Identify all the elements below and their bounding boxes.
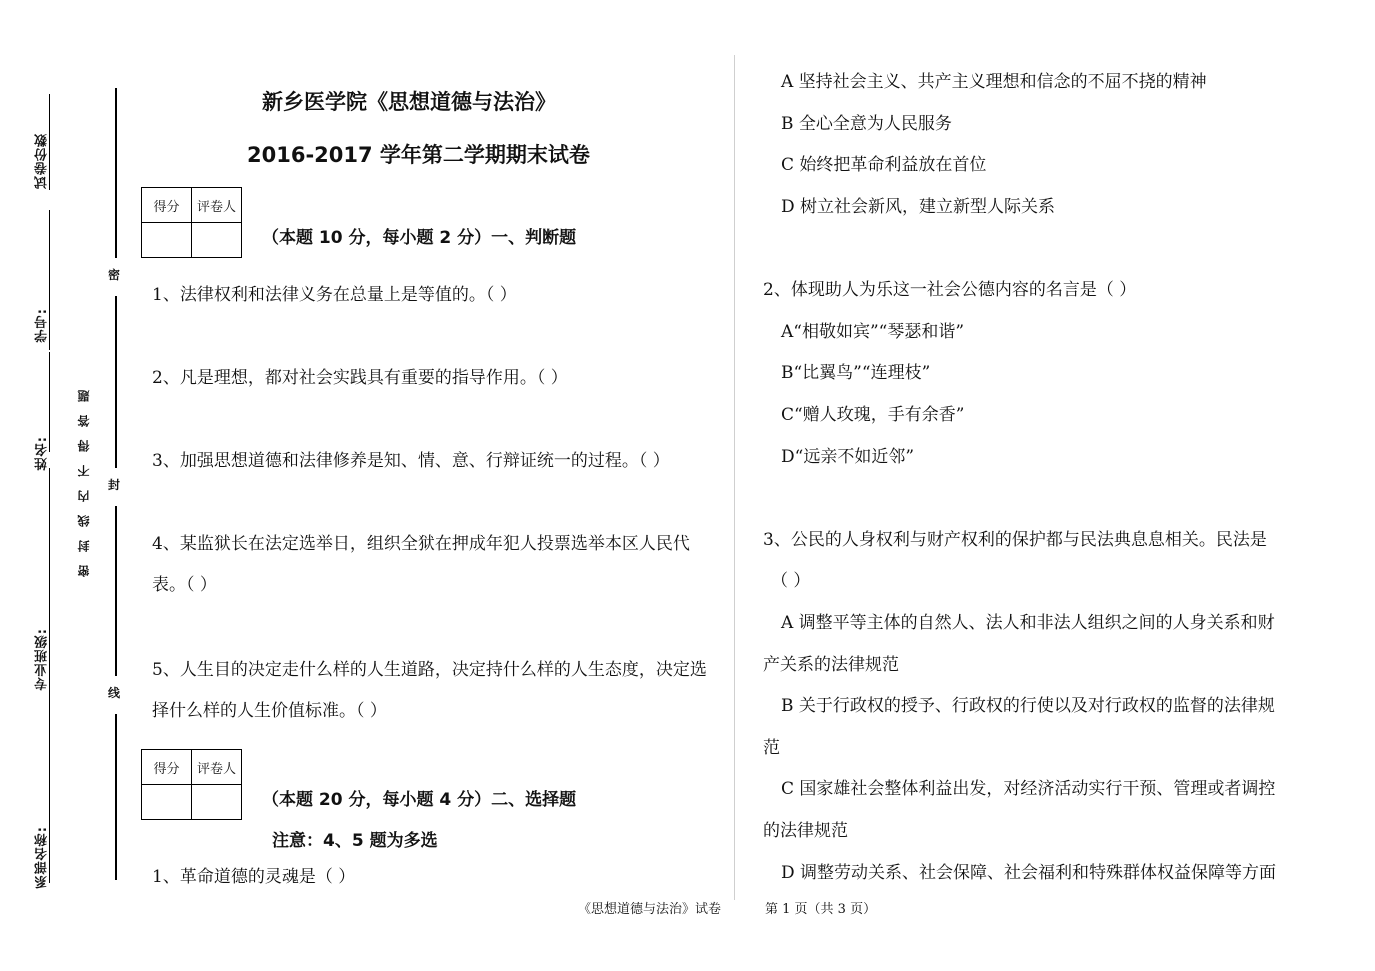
q2-option-d: D“远亲不如近邻” xyxy=(781,447,915,467)
grader-label: 评卷人 xyxy=(192,188,242,223)
q2-option-b: B“比翼鸟”“连理枝” xyxy=(781,363,931,383)
field-label-copies: 试卷份数 xyxy=(35,133,50,189)
seal-line-segment-2 xyxy=(115,296,117,468)
q1-option-b: B 全心全意为人民服务 xyxy=(781,114,952,134)
grader-cell[interactable] xyxy=(192,785,242,820)
judgement-question-1: 1、法律权利和法律义务在总量上是等值的。（ ） xyxy=(152,285,517,305)
score-label: 得分 xyxy=(142,188,192,223)
seal-char-feng: 封 xyxy=(108,478,121,492)
field-label-major-class: 专业班级: xyxy=(35,628,50,691)
field-line-major-class xyxy=(49,468,50,698)
score-cell[interactable] xyxy=(142,785,192,820)
q3-option-a-line1: A 调整平等主体的自然人、法人和非法人组织之间的人身关系和财 xyxy=(781,613,1275,633)
q2-option-a: A“相敬如宾”“琴瑟和谐” xyxy=(781,322,965,342)
q3-option-d-line1: D 调整劳动关系、社会保障、社会福利和特殊群体权益保障等方面 xyxy=(781,863,1277,883)
q1-option-c: C 始终把革命利益放在首位 xyxy=(781,155,987,175)
score-label: 得分 xyxy=(142,750,192,785)
field-label-name: 姓名: xyxy=(35,436,50,471)
section2-note: 注意：4、5 题为多选 xyxy=(272,831,438,851)
footer-page-number: 第 1 页（共 3 页） xyxy=(765,902,877,917)
judgement-question-5: 5、人生目的决定走什么样的人生道路，决定持什么样的人生态度，决定选择什么样的人生价值标准。（ ） xyxy=(152,660,707,721)
field-line-department xyxy=(49,698,50,883)
q3-option-b-line2: 范 xyxy=(763,738,780,758)
q2-option-c: C“赠人玫瑰，手有余香” xyxy=(781,405,965,425)
seal-char-mi: 密 xyxy=(108,268,121,282)
q1-option-d: D 树立社会新风，建立新型人际关系 xyxy=(781,197,1056,217)
seal-line-segment-1 xyxy=(115,88,117,258)
seal-line-segment-4 xyxy=(115,714,117,880)
field-label-student-id: 学号: xyxy=(35,308,50,343)
q3-option-a-line2: 产关系的法律规范 xyxy=(763,655,899,675)
choice-question-3-stem-line2: （ ） xyxy=(771,571,811,591)
choice-question-2-stem: 2、体现助人为乐这一社会公德内容的名言是（ ） xyxy=(763,280,1137,300)
choice-question-1-stem: 1、革命道德的灵魂是（ ） xyxy=(152,867,356,887)
score-box-section2 xyxy=(141,749,242,820)
seal-line-segment-3 xyxy=(115,506,117,676)
judgement-question-2: 2、凡是理想，都对社会实践具有重要的指导作用。（ ） xyxy=(152,368,568,388)
column-divider xyxy=(734,55,735,900)
score-cell[interactable] xyxy=(142,223,192,258)
score-box-section1 xyxy=(141,187,242,258)
field-line-name xyxy=(49,352,50,452)
section2-heading: （本题 20 分，每小题 4 分）二、选择题 xyxy=(262,790,577,810)
seal-notice: 密封线内不得答题 xyxy=(77,377,91,577)
grader-cell[interactable] xyxy=(192,223,242,258)
field-line-student-id xyxy=(49,210,50,350)
seal-char-xian: 线 xyxy=(108,686,121,700)
q3-option-c-line1: C 国家雄社会整体利益出发，对经济活动实行干预、管理或者调控 xyxy=(781,779,1276,799)
field-line-copies xyxy=(49,94,50,190)
footer-exam-name: 《思想道德与法治》试卷 xyxy=(578,902,722,917)
section1-heading: （本题 10 分，每小题 2 分）一、判断题 xyxy=(262,228,577,248)
grader-label: 评卷人 xyxy=(192,750,242,785)
exam-subtitle: 2016-2017 学年第二学期期末试卷 xyxy=(247,143,590,167)
judgement-question-3: 3、加强思想道德和法律修养是知、情、意、行辩证统一的过程。（ ） xyxy=(152,451,670,471)
q3-option-c-line2: 的法律规范 xyxy=(763,821,848,841)
q3-option-b-line1: B 关于行政权的授予、行政权的行使以及对行政权的监督的法律规 xyxy=(781,696,1275,716)
choice-question-3-stem-line1: 3、公民的人身权利与财产权利的保护都与民法典息息相关。民法是 xyxy=(763,530,1267,550)
field-label-department: 系部名称: xyxy=(35,826,50,889)
q1-option-a: A 坚持社会主义、共产主义理想和信念的不屈不挠的精神 xyxy=(781,72,1207,92)
exam-title: 新乡医学院《思想道德与法治》 xyxy=(262,90,556,114)
judgement-question-4: 4、某监狱长在法定选举日，组织全狱在押成年犯人投票选举本区人民代表。（ ） xyxy=(152,534,690,595)
